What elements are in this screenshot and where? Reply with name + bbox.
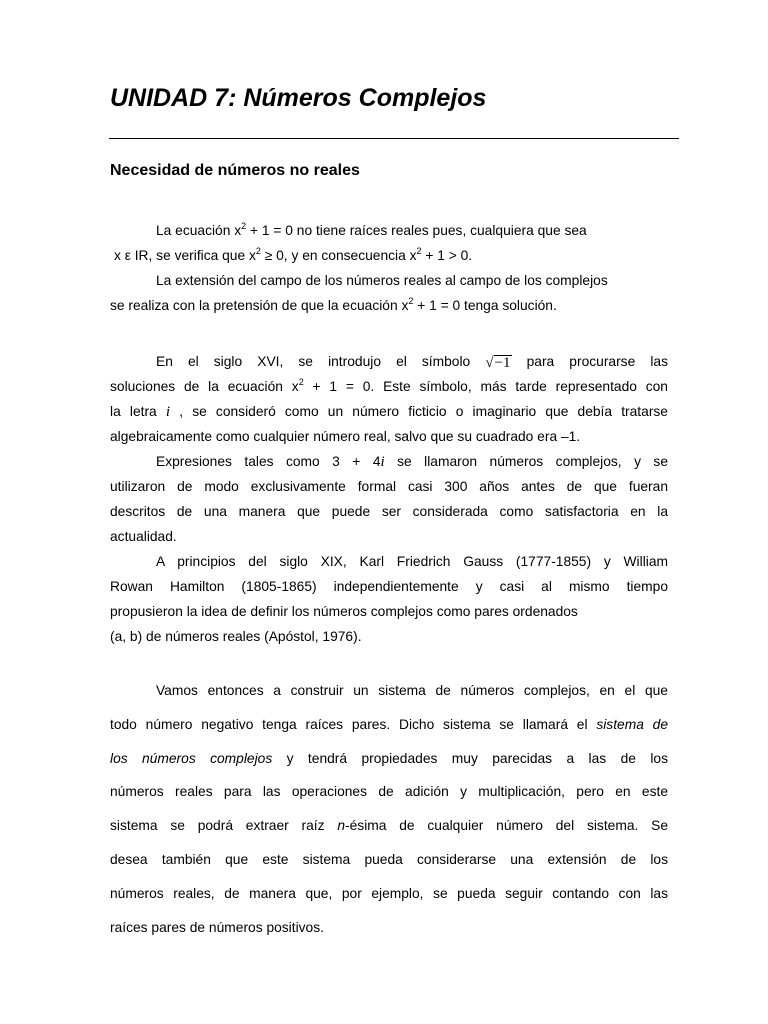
text-line [110,549,668,574]
text-line [110,877,668,911]
section-title: Necesidad de números no reales [110,162,360,179]
text-run: Rowan Hamilton (1805-1865) independientemente y casi al mismo tiempo [110,579,668,594]
text-line [110,599,668,624]
text-run: raíces pares de números positivos. [110,919,324,935]
superscript: 2 [298,377,304,387]
text-run: + 1 = 0 tenga solución. [413,298,557,313]
text-run: todo número negativo tenga raíces pares. Dicho sistema se llamará el [110,716,597,732]
text-line [110,399,668,424]
text-run: x ε IR, se verifica que x [114,248,256,263]
text-line [110,449,668,474]
text-line [110,843,668,877]
text-run: y tendrá propiedades muy parecidas a las de los [272,750,668,766]
text-run: algebraicamente como cualquier número real, salvo que su cuadrado era –1. [110,429,581,444]
text-line [110,268,668,293]
radicand: −1 [494,355,511,371]
text-line [110,243,668,268]
text-run: Vamos entonces a construir un sistema de números complejos, en el que [156,683,668,698]
text-line [110,708,668,742]
text-line [110,374,668,399]
emphasis-text: n [337,818,346,834]
text-run: utilizaron de modo exclusivamente formal casi 300 años antes de que fueran [110,479,668,494]
imaginary-unit: i [165,404,171,420]
text-run: para procurarse las [526,354,668,369]
radical-sign: √ [485,355,494,371]
superscript: 2 [408,296,414,306]
text-line [110,742,668,776]
paragraph-1 [110,218,668,318]
text-run: La ecuación x [156,223,242,238]
text-run: -ésima de cualquier número del sistema. Se [345,818,669,834]
superscript: 2 [255,246,261,256]
text-line [110,809,668,843]
text-line [110,624,668,649]
text-line [110,349,668,374]
text-run: + 1 = 0 no tiene raíces reales pues, cualquiera que sea [246,223,587,238]
text-line [110,293,668,318]
page-title: UNIDAD 7: Números Complejos [110,84,487,112]
text-line [110,911,668,945]
text-run: números reales para las operaciones de adición y multiplicación, pero en este [110,784,668,800]
paragraph-2 [110,349,668,649]
text-run: La extensión del campo de los números reales al campo de los complejos [156,273,608,288]
paragraph-3 [110,674,668,944]
text-run: números reales, de manera que, por ejemplo, se pueda seguir contando con las [110,885,668,901]
text-run: la letra [110,404,166,419]
superscript: 2 [416,246,422,256]
text-run: soluciones de la ecuación x [110,379,299,394]
sqrt-symbol [485,355,511,371]
text-run: , se consideró como un número ficticio o imaginario que debía tratarse [170,404,668,419]
emphasis-text: sistema de [596,716,669,732]
text-line [110,524,668,549]
text-run: desea también que este sistema pueda considerarse una extensión de los [110,851,668,867]
imaginary-unit: i [380,454,385,470]
text-run: (a, b) de números reales (Apóstol, 1976). [110,629,362,644]
text-line [110,775,668,809]
emphasis-text: los números complejos [110,750,273,766]
text-run: sistema se podrá extraer raíz [110,818,338,834]
text-line [110,499,668,524]
text-line [110,218,668,243]
text-run: propusieron la idea de definir los números complejos como pares ordenados [110,604,578,619]
text-run: Expresiones tales como 3 + 4 [156,454,381,469]
title-divider [109,138,679,139]
text-line [110,574,668,599]
text-run: En el siglo XVI, se introdujo el símbolo [156,354,471,369]
text-run: se realiza con la pretensión de que la ecuación x [110,298,409,313]
text-run: + 1 > 0. [421,248,473,263]
text-run: actualidad. [110,529,177,544]
text-run: se llamaron números complejos, y se [384,454,668,469]
text-line [110,474,668,499]
text-line [110,674,668,708]
text-run: + 1 = 0. Este símbolo, más tarde representado con [303,379,668,394]
superscript: 2 [241,221,247,231]
text-run: descritos de una manera que puede ser considerada como satisfactoria en la [110,504,668,519]
text-run: ≥ 0, y en consecuencia x [260,248,417,263]
text-line [110,424,668,449]
text-run: A principios del siglo XIX, Karl Friedrich Gauss (1777-1855) y William [156,554,668,569]
